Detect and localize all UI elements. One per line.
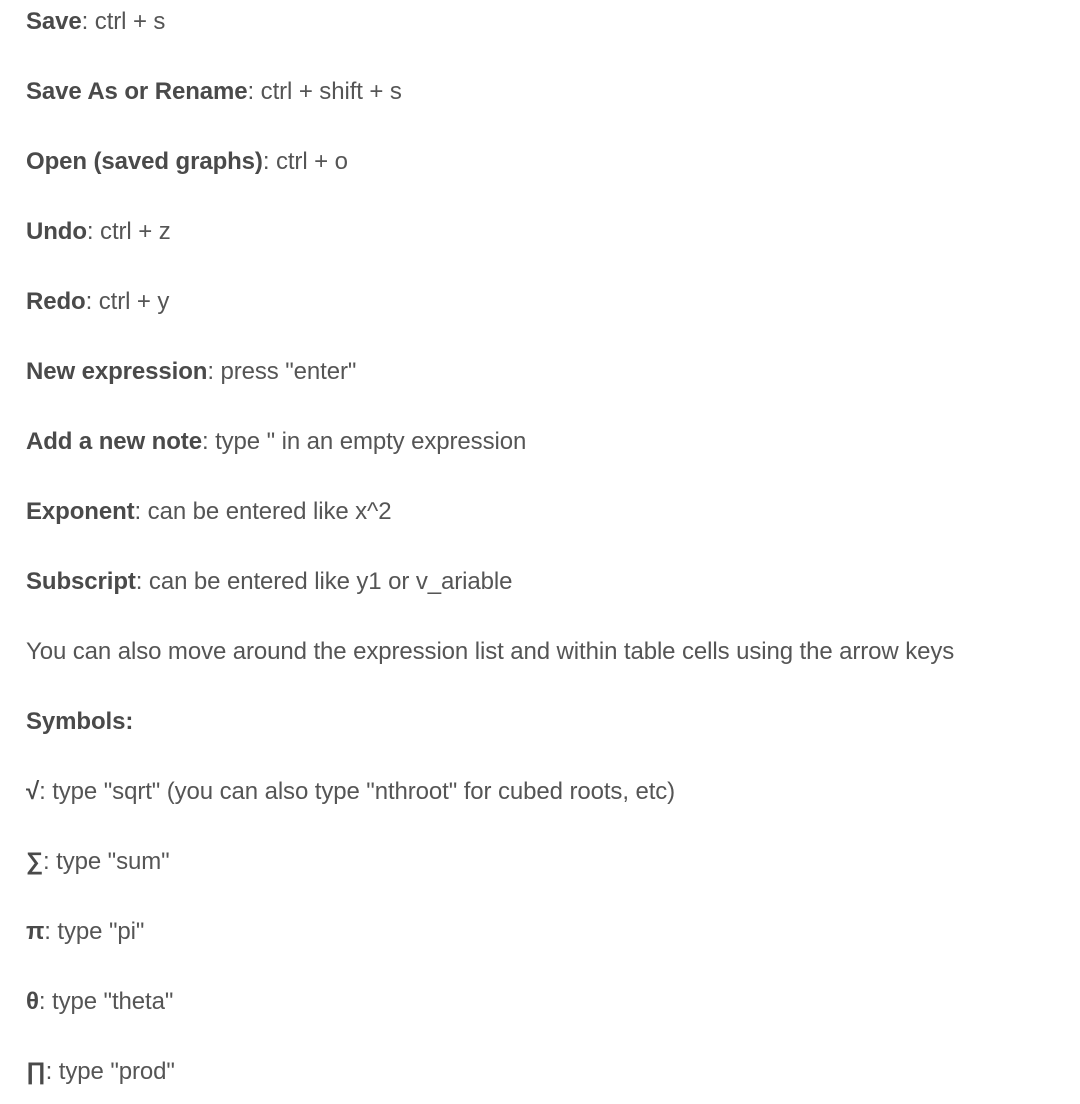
symbol-sqrt [26, 775, 675, 809]
symbol-description: : type "sum" [43, 848, 170, 875]
theta-symbol-icon: θ [26, 988, 39, 1015]
shortcut-name: Save [26, 8, 82, 35]
sum-symbol-icon: ∑ [26, 848, 44, 875]
shortcut-description: : ctrl + z [86, 218, 171, 245]
shortcut-description: : ctrl + y [85, 288, 170, 315]
symbol-description: : type "pi" [44, 918, 145, 945]
symbol-description: : type "theta" [38, 988, 174, 1015]
shortcut-name: Subscript [26, 568, 136, 595]
shortcut-add-note [26, 425, 526, 459]
symbols-heading [26, 705, 133, 739]
shortcut-name: Undo [26, 218, 87, 245]
shortcut-redo [26, 285, 169, 319]
shortcut-name: Save As or Rename [26, 78, 248, 105]
shortcut-description: : ctrl + o [262, 148, 348, 175]
shortcut-undo [26, 215, 171, 249]
shortcut-subscript [26, 565, 512, 599]
shortcut-new-expression [26, 355, 356, 389]
shortcut-name: New expression [26, 358, 208, 385]
shortcut-description: : press "enter" [207, 358, 357, 385]
shortcut-name: Add a new note [26, 428, 202, 455]
symbol-description: : type "prod" [45, 1058, 175, 1085]
shortcut-description: : ctrl + shift + s [247, 78, 402, 105]
shortcut-save-as [26, 75, 402, 109]
symbol-theta [26, 985, 173, 1019]
symbol-description: : type "sqrt" (you can also type "nthroot" for cubed roots, etc) [39, 778, 676, 805]
shortcut-description: : can be entered like x^2 [134, 498, 392, 525]
shortcut-name: Open (saved graphs) [26, 148, 263, 175]
shortcut-name: Exponent [26, 498, 135, 525]
shortcut-save [26, 5, 165, 39]
symbol-pi [26, 915, 144, 949]
prod-symbol-icon: ∏ [26, 1058, 46, 1085]
shortcut-exponent [26, 495, 391, 529]
shortcut-description: : ctrl + s [81, 8, 166, 35]
shortcut-description: : type " in an empty expression [201, 428, 527, 455]
pi-symbol-icon: π [26, 918, 45, 945]
sqrt-symbol-icon: √ [26, 778, 40, 805]
symbol-prod [26, 1055, 175, 1089]
shortcut-name: Redo [26, 288, 86, 315]
shortcut-description: : can be entered like y1 or v_ariable [135, 568, 513, 595]
symbol-sum [26, 845, 170, 879]
symbols-heading-text: Symbols: [26, 708, 134, 735]
arrow-keys-note: You can also move around the expression list and within table cells using the arrow keys [26, 638, 955, 665]
shortcut-open [26, 145, 348, 179]
